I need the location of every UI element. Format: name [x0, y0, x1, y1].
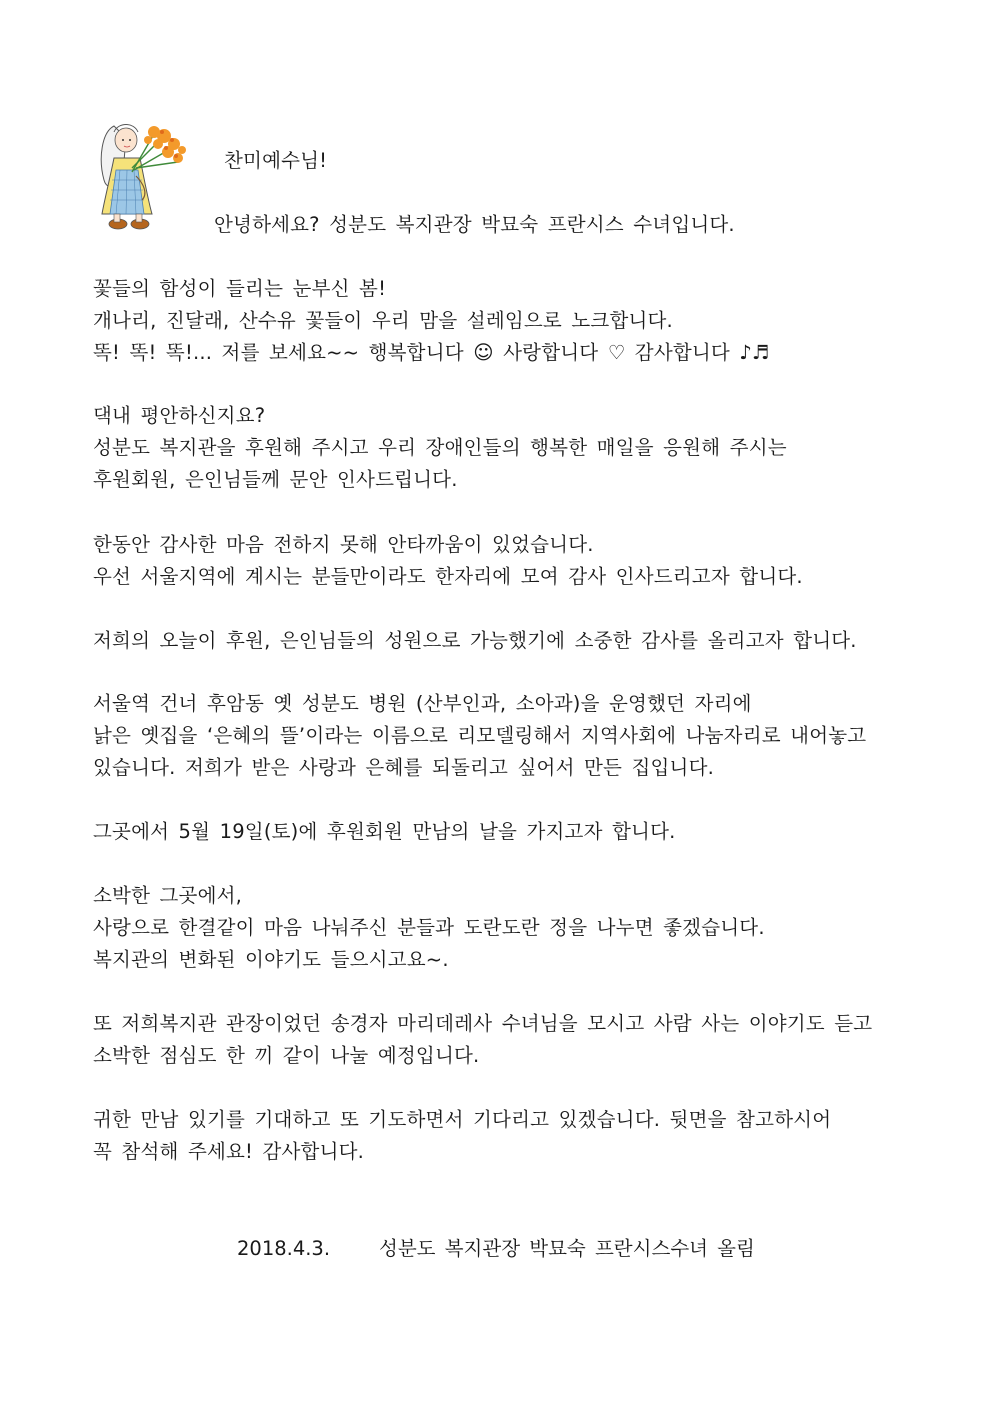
letter-line: 똑! 똑! 똑!... 저를 보세요~~ 행복합니다 ☺ 사랑합니다 ♡ 감사합니다 ♪♬ — [93, 341, 770, 364]
letter-line: 저희의 오늘이 후원, 은인님들의 성원으로 가능했기에 소중한 감사를 올리고자 합니다. — [93, 629, 857, 652]
nun-with-flowers-illustration — [92, 118, 196, 242]
letter-line: 사랑으로 한결같이 마음 나눠주신 분들과 도란도란 정을 나누면 좋겠습니다. — [93, 916, 765, 939]
letter-line: 한동안 감사한 마음 전하지 못해 안타까움이 있었습니다. — [93, 533, 594, 556]
letter-line: 꽃들의 함성이 들리는 눈부신 봄! — [93, 277, 387, 300]
letter-line: 낡은 옛집을 ‘은혜의 뜰’이라는 이름으로 리모델링해서 지역사회에 나눔자리로 내어놓고 — [93, 724, 867, 747]
letter-line: 우선 서울지역에 계시는 분들만이라도 한자리에 모여 감사 인사드리고자 합니다. — [93, 565, 803, 588]
letter-line: 그곳에서 5월 19일(토)에 후원회원 만남의 날을 가지고자 합니다. — [93, 820, 676, 843]
letter-signature: 성분도 복지관장 박묘숙 프란시스수녀 올림 — [379, 1237, 755, 1260]
letter-line: 소박한 그곳에서, — [93, 884, 243, 907]
letter-line: 꼭 참석해 주세요! 감사합니다. — [93, 1140, 365, 1163]
letter-line: 복지관의 변화된 이야기도 들으시고요~. — [93, 948, 449, 971]
letter-salutation: 찬미예수님! — [224, 149, 328, 172]
letter-line: 서울역 건너 후암동 옛 성분도 병원 (산부인과, 소아과)을 운영했던 자리에 — [93, 692, 752, 715]
letter-line: 댁내 평안하신지요? — [93, 404, 266, 427]
letter-line: 개나리, 진달래, 산수유 꽃들이 우리 맘을 설레임으로 노크합니다. — [93, 309, 673, 332]
letter-line: 귀한 만남 있기를 기대하고 또 기도하면서 기다리고 있겠습니다. 뒷면을 참고하시어 — [93, 1108, 832, 1131]
letter-intro: 안녕하세요? 성분도 복지관장 박묘숙 프란시스 수녀입니다. — [214, 213, 735, 236]
letter-date: 2018.4.3. — [237, 1237, 331, 1260]
letter-line: 소박한 점심도 한 끼 같이 나눌 예정입니다. — [93, 1044, 480, 1067]
letter-line: 후원회원, 은인님들께 문안 인사드립니다. — [93, 468, 458, 491]
letter-line: 또 저희복지관 관장이었던 송경자 마리데레사 수녀님을 모시고 사람 사는 이야기도 듣고 — [93, 1012, 873, 1035]
letter-line: 성분도 복지관을 후원해 주시고 우리 장애인들의 행복한 매일을 응원해 주시는 — [93, 436, 787, 459]
letter-line: 있습니다. 저희가 받은 사랑과 은혜를 되돌리고 싶어서 만든 집입니다. — [93, 756, 715, 779]
